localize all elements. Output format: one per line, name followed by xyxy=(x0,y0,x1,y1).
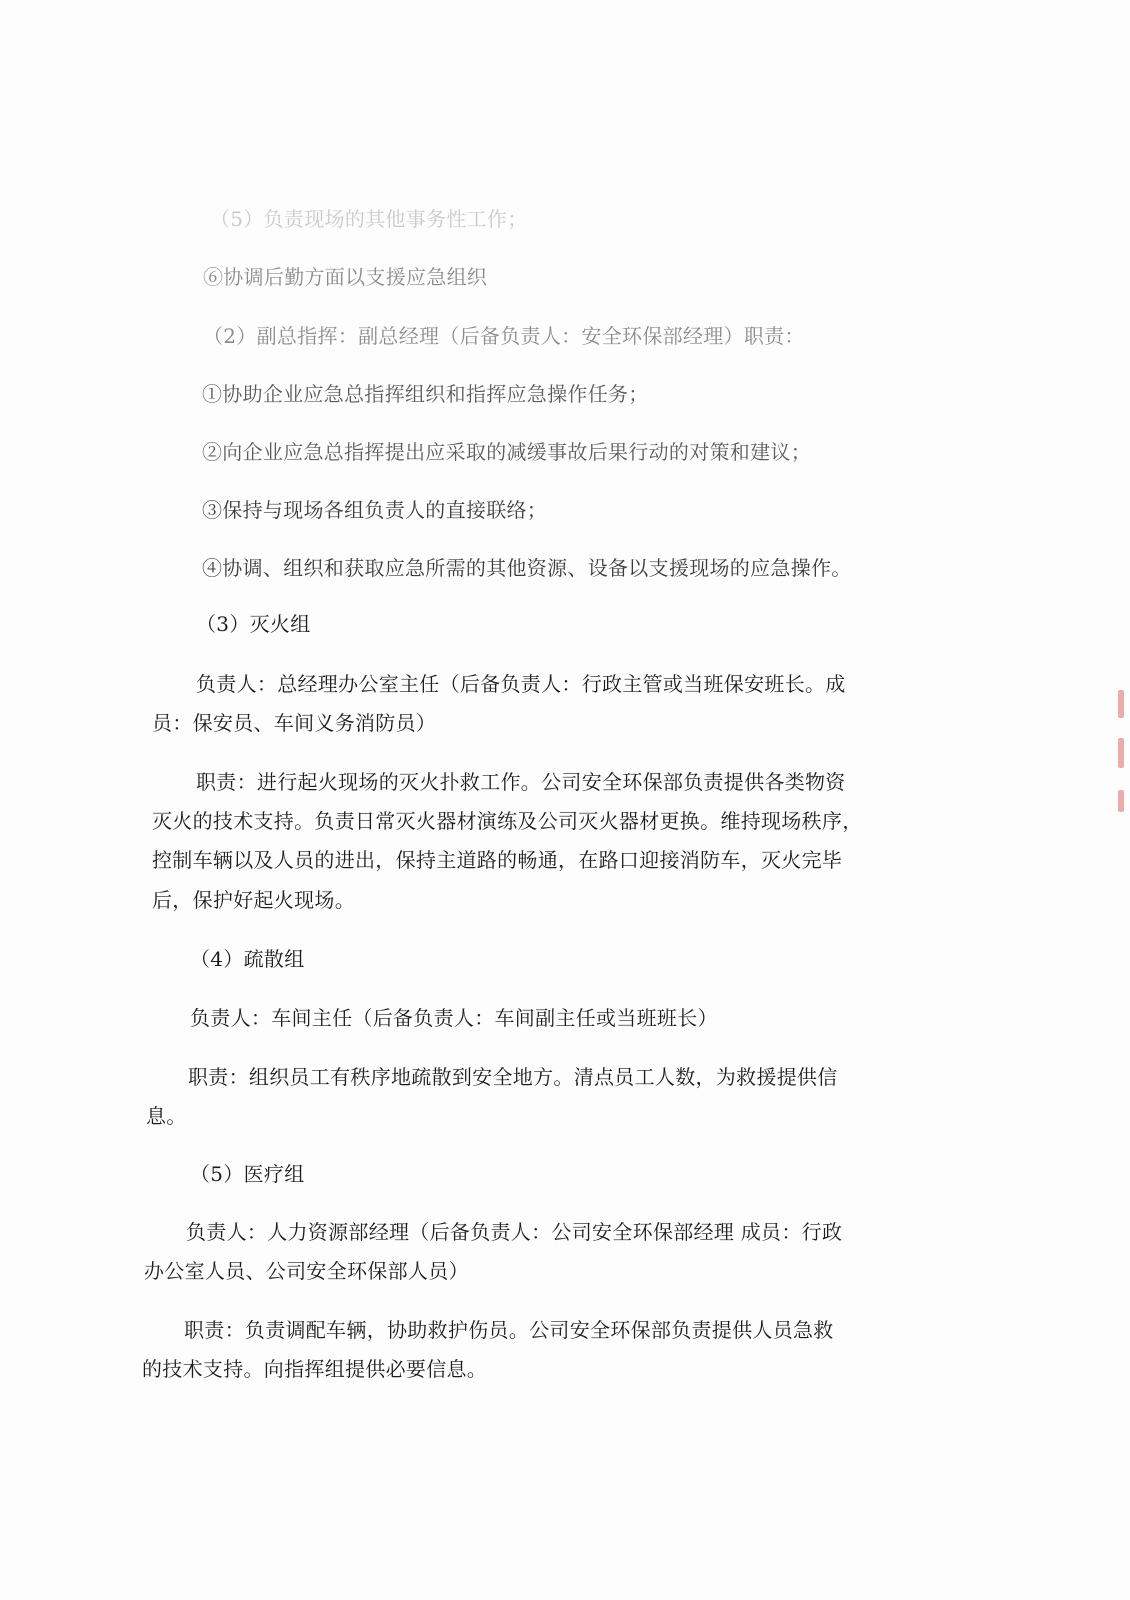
text-line-21: 办公室人员、公司安全环保部人员） xyxy=(144,1259,469,1283)
text-line-13: 控制车辆以及人员的进出，保持主道路的畅通，在路口迎接消防车，灭火完毕 xyxy=(152,848,843,872)
text-line-16: 负责人：车间主任（后备负责人：车间副主任或当班班长） xyxy=(190,1006,718,1030)
text-line-5: ②向企业应急总指挥提出应采取的减缓事故后果行动的对策和建议； xyxy=(202,440,811,464)
text-line-22: 职责：负责调配车辆，协助救护伤员。公司安全环保部负责提供人员急救 xyxy=(184,1318,834,1342)
text-line-17: 职责：组织员工有秩序地疏散到安全地方。清点员工人数，为救援提供信 xyxy=(188,1065,838,1089)
text-line-23: 的技术支持。向指挥组提供必要信息。 xyxy=(142,1357,488,1381)
text-line-11: 职责：进行起火现场的灭火扑救工作。公司安全环保部负责提供各类物资 xyxy=(196,770,846,794)
text-line-4: ①协助企业应急总指挥组织和指挥应急操作任务； xyxy=(202,382,649,406)
text-line-3: （2）副总指挥：副总经理（后备负责人：安全环保部经理）职责： xyxy=(203,324,805,348)
text-line-1: （5）负责现场的其他事务性工作； xyxy=(210,207,528,231)
text-line-12: 灭火的技术支持。负责日常灭火器材演练及公司灭火器材更换。维持现场秩序， xyxy=(152,809,863,833)
text-line-2: ⑥协调后勤方面以支援应急组织 xyxy=(203,265,488,289)
text-line-10: 员：保安员、车间义务消防员） xyxy=(152,711,437,735)
red-seal-edge-mark xyxy=(1118,690,1124,718)
section-heading-evacuation-group: （4）疏散组 xyxy=(190,947,305,971)
text-line-7: ④协调、组织和获取应急所需的其他资源、设备以支援现场的应急操作。 xyxy=(202,556,852,580)
section-heading-fire-group: （3）灭火组 xyxy=(196,612,311,636)
section-heading-medical-group: （5）医疗组 xyxy=(190,1162,305,1186)
red-seal-edge-mark xyxy=(1118,790,1124,812)
text-line-20: 负责人：人力资源部经理（后备负责人：公司安全环保部经理 成员：行政 xyxy=(186,1220,843,1244)
text-line-18: 息。 xyxy=(146,1104,187,1128)
text-line-6: ③保持与现场各组负责人的直接联络； xyxy=(202,498,548,522)
text-line-14: 后，保护好起火现场。 xyxy=(152,888,355,912)
text-line-9: 负责人：总经理办公室主任（后备负责人：行政主管或当班保安班长。成 xyxy=(196,672,846,696)
red-seal-edge-mark xyxy=(1118,738,1124,768)
